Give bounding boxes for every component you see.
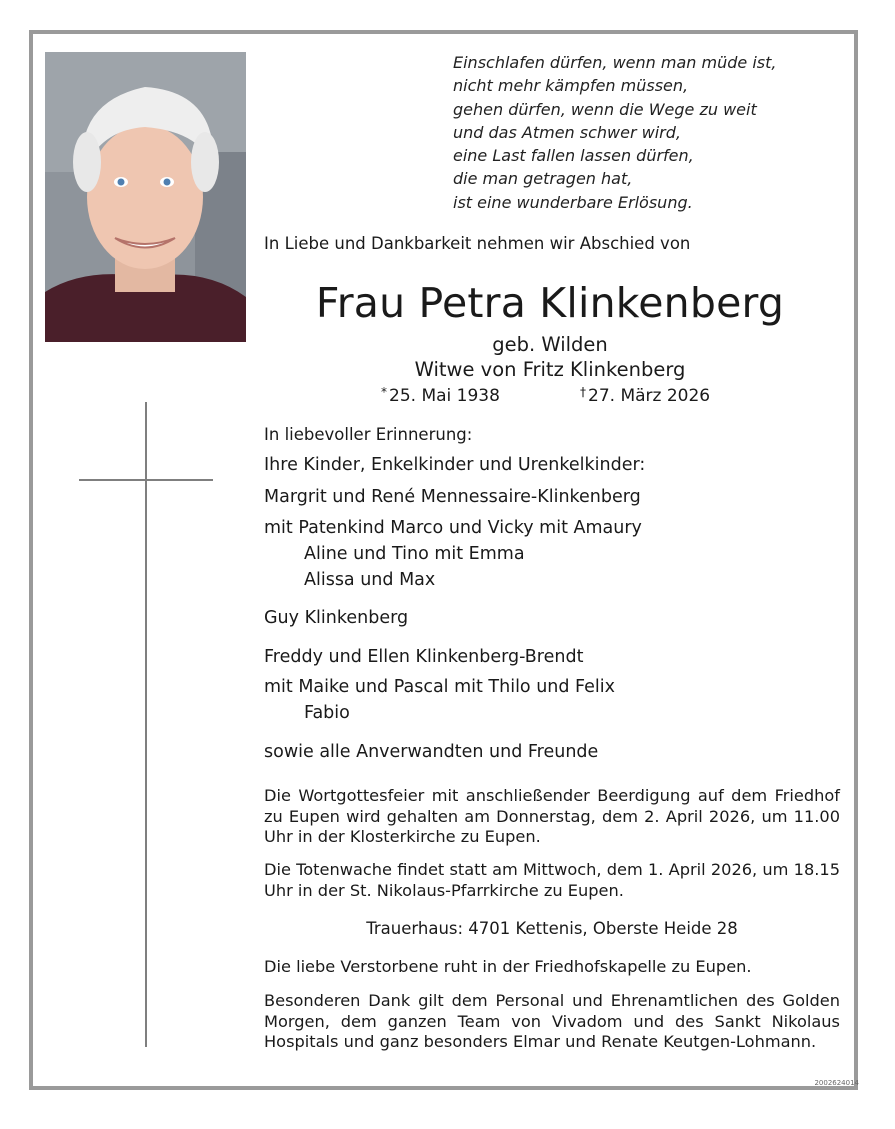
family-line: Alissa und Max bbox=[304, 570, 436, 590]
family-line: Aline und Tino mit Emma bbox=[304, 544, 525, 564]
intro-text: In Liebe und Dankbarkeit nehmen wir Abschied von bbox=[264, 234, 691, 253]
family-line: Fabio bbox=[304, 703, 350, 723]
poem-line: Einschlafen dürfen, wenn man müde ist, bbox=[453, 53, 777, 72]
poem-line: und das Atmen schwer wird, bbox=[453, 122, 681, 142]
memory-heading: In liebevoller Erinnerung: bbox=[264, 425, 473, 444]
wake-info: Die Totenwache findet statt am Mittwoch, dem 1. April 2026, um 18.15 Uhr in der St. Nikolaus-Pfarrkirche zu Eupen. bbox=[264, 860, 840, 900]
cross-icon bbox=[145, 402, 147, 1047]
service-info: Die Wortgottesfeier mit anschließender Beerdigung auf dem Friedhof zu Eupen wird gehalten am Donnerstag, dem 2. April 2026, um 11.00 Uhr in der Klosterkirche zu Eupen. bbox=[264, 786, 840, 846]
portrait-photo bbox=[45, 52, 246, 342]
birth-name: geb. Wilden bbox=[492, 333, 608, 356]
star-mark: * bbox=[381, 385, 387, 399]
poem-line: nicht mehr kämpfen müssen, bbox=[453, 76, 689, 96]
poem-line: ist eine wunderbare Erlösung. bbox=[453, 192, 693, 212]
family-line: Margrit und René Mennessaire-Klinkenberg bbox=[264, 487, 641, 507]
ad-code: 2002624014 bbox=[814, 1079, 859, 1087]
cross-mark: † bbox=[580, 385, 586, 399]
poem-verse bbox=[453, 51, 853, 214]
death-date-value: 27. März 2026 bbox=[588, 386, 711, 406]
poem-line: gehen dürfen, wenn die Wege zu weit bbox=[453, 99, 757, 119]
family-line: mit Patenkind Marco und Vicky mit Amaury bbox=[264, 518, 642, 538]
birth-date bbox=[381, 385, 500, 406]
death-date bbox=[580, 385, 710, 406]
widow-of: Witwe von Fritz Klinkenberg bbox=[414, 358, 686, 381]
family-line: mit Maike und Pascal mit Thilo und Felix bbox=[264, 677, 616, 697]
poem-line: eine Last fallen lassen dürfen, bbox=[453, 146, 694, 166]
family-line: Freddy und Ellen Klinkenberg-Brendt bbox=[264, 647, 584, 667]
poem-line: die man getragen hat, bbox=[453, 169, 633, 189]
relatives-line: sowie alle Anverwandten und Freunde bbox=[264, 742, 599, 762]
mourning-house: Trauerhaus: 4701 Kettenis, Oberste Heide 28 bbox=[366, 919, 738, 938]
cross-icon-bar bbox=[79, 479, 213, 481]
thanks-text: Besonderen Dank gilt dem Personal und Ehrenamtlichen des Golden Morgen, dem ganzen Team von Vivadom und des Sankt Nikolaus Hospitals und ganz besonders Elmar und Renate Keutgen-Lohmann. bbox=[264, 991, 840, 1051]
resting-info: Die liebe Verstorbene ruht in der Friedhofskapelle zu Eupen. bbox=[264, 957, 752, 976]
family-heading: Ihre Kinder, Enkelkinder und Urenkelkinder: bbox=[264, 455, 646, 475]
birth-date-value: 25. Mai 1938 bbox=[389, 386, 500, 406]
deceased-name: Frau Petra Klinkenberg bbox=[315, 279, 785, 327]
family-line: Guy Klinkenberg bbox=[264, 608, 409, 628]
